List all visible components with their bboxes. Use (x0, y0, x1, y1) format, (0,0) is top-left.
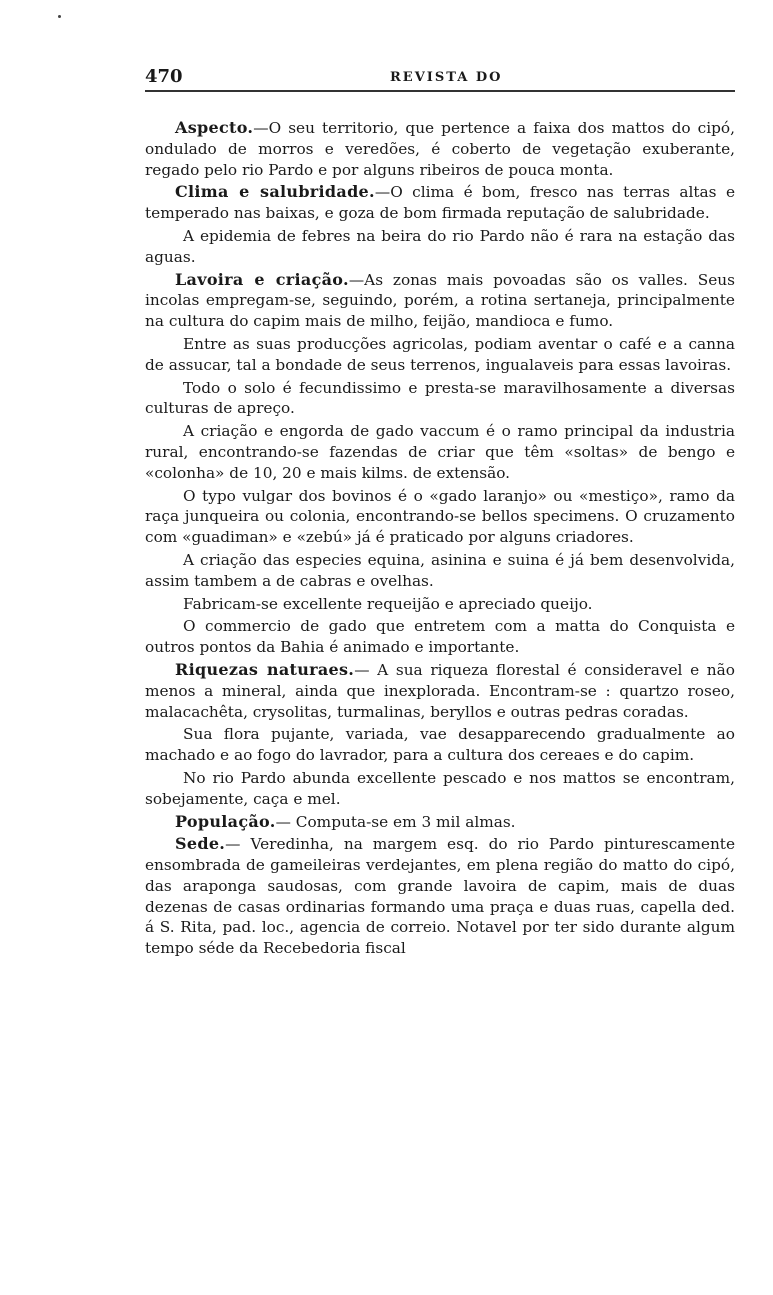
paragraph-text: Todo o solo é fecundissimo e presta-se maravilhosamente a diversas culturas de apreço. (145, 378, 735, 418)
paragraph-requeijao (145, 594, 735, 615)
paragraph-aspecto (145, 118, 735, 180)
paragraph-text: A criação das especies equina, asinina e suina é já bem desenvolvida, assim tambem a de cabras e ovelhas. (145, 550, 735, 590)
paragraph-text: O typo vulgar dos bovinos é o «gado laranjo» ou «mestiço», ramo da raça junqueira ou colonia, encontrando-se bellos specimens. O cruzamento com «guadiman» e «zebú» já é praticado por alguns criadores. (145, 486, 735, 547)
section-heading-populacao: População. (175, 811, 276, 831)
paragraph-flora (145, 724, 735, 766)
paragraph-text: —As zonas mais povoadas são os valles. Seus incolas empregam-se, seguindo, porém, a rotina sertaneja, principalmente na cultura do capim mais de milho, feijão, mandioca e fumo. (145, 270, 735, 331)
paragraph-text: —O clima é bom, fresco nas terras altas e temperado nas baixas, e goza de bom firmada reputação de salubridade. (145, 183, 735, 223)
paragraph-lavoira (145, 270, 735, 332)
section-heading-lavoira: Lavoira e criação. (175, 269, 349, 289)
paragraph-solo (145, 378, 735, 420)
paragraph-text: — A sua riqueza florestal é consideravel e não menos a mineral, ainda que inexplorada. Encontram-se : quartzo roseo, malacachêta, crysolitas, turmalinas, beryllos e outras pedras coradas. (145, 660, 735, 721)
paragraph-riquezas (145, 660, 735, 722)
page-header (145, 62, 735, 92)
paragraph-especies (145, 550, 735, 592)
section-heading-aspecto: Aspecto. (175, 118, 254, 137)
paragraph-epidemia (145, 226, 735, 268)
paragraph-text: —O seu territorio, que pertence a faixa dos mattos do cipó, ondulado de morros e veredões, é coberto de vegetação exuberante, regado pelo rio Pardo e por alguns ribeiros de pouca monta. (145, 119, 735, 179)
paragraph-text: — Computa-se em 3 mil almas. (275, 812, 516, 831)
paragraph-text: No rio Pardo abunda excellente pescado e nos mattos se encontram, sobejamente, caça e mel. (145, 768, 735, 808)
paragraph-text: A criação e engorda de gado vaccum é o ramo principal da industria rural, encontrando-se fazendas de criar que têm «soltas» de bengo e «colonha» de 10, 20 e mais kilms. de extensão. (145, 422, 735, 482)
section-heading-riquezas: Riquezas naturaes. (175, 659, 355, 679)
paragraph-criacao-gado (145, 421, 735, 483)
stray-dot-mark (58, 15, 61, 18)
paragraph-populacao (145, 812, 735, 833)
paragraph-pescado (145, 768, 735, 810)
paragraph-text: Entre as suas producções agricolas, podiam aventar o café e a canna de assucar, tal a bondade de seus terrenos, ingualaveis para essas lavoiras. (145, 334, 735, 374)
paragraph-typo-bovinos (145, 486, 735, 548)
paragraph-text: O commercio de gado que entretem com a matta do Conquista e outros pontos da Bahia é animado e importante. (145, 617, 735, 657)
paragraph-text: A epidemia de febres na beira do rio Pardo não é rara na estação das aguas. (145, 226, 735, 266)
paragraph-text: Sua flora pujante, variada, vae desapparecendo gradualmente ao machado e ao fogo do lavrador, para a cultura dos cereaes e do capim. (145, 725, 735, 765)
paragraph-text: Fabricam-se excellente requeijão e apreciado queijo. (183, 594, 593, 613)
paragraph-clima (145, 182, 735, 224)
paragraph-sede (145, 834, 735, 959)
page-body (145, 118, 735, 961)
page-number: 470 (145, 66, 183, 87)
paragraph-commercio (145, 616, 735, 658)
section-heading-sede: Sede. (175, 834, 226, 854)
section-heading-clima: Clima e salubridade. (175, 182, 375, 202)
running-title: REVISTA DO (390, 70, 503, 85)
paragraph-producoes (145, 334, 735, 376)
paragraph-text: — Veredinha, na margem esq. do rio Pardo pinturescamente ensombrada de gameileiras verdejantes, em plena região do matto do cipó, das araponga saudosas, com grande lavoira de capim, mais de duas dezenas de casas ordinarias formando uma praça e duas ruas, capella ded. á S. Rita, pad. loc., agencia de correio. Notavel por ter sido durante algum tempo séde da Recebedoria fiscal (145, 835, 735, 958)
